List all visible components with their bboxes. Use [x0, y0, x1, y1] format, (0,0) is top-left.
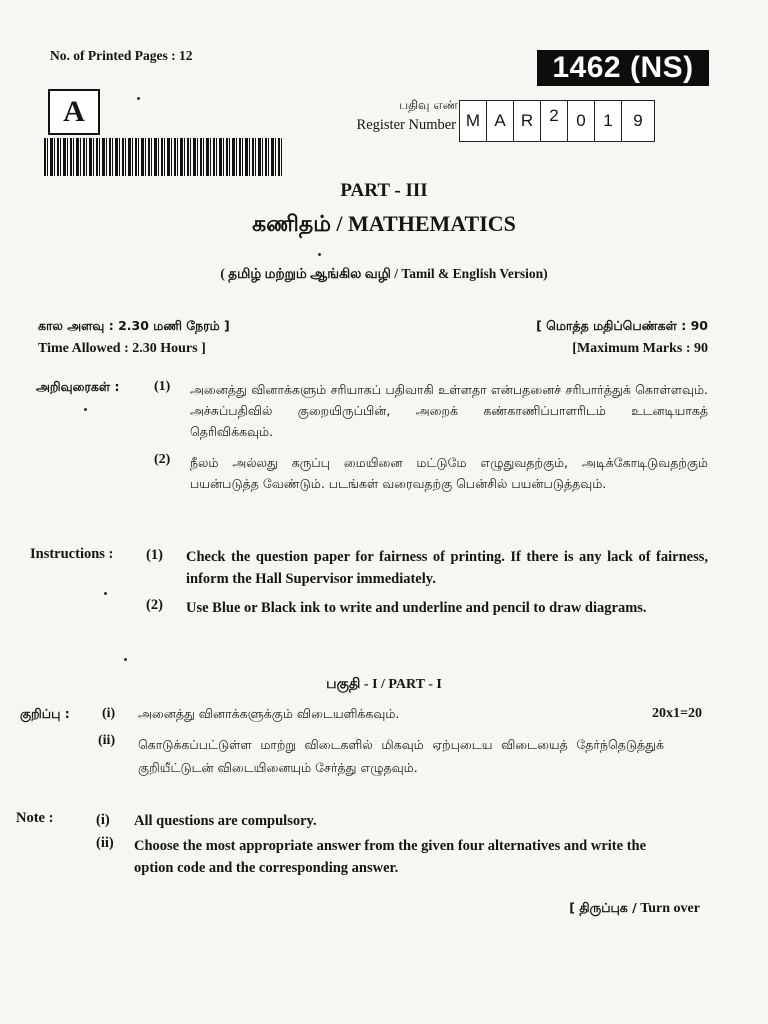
- instruction-number: (2): [154, 452, 171, 467]
- instruction-text-tamil: அனைத்து வினாக்களும் சரியாகப் பதிவாகி உள்ளதா என்பதனைச் சரிபார்த்துக் கொள்ளவும். அச்சுப்பதிவில் குறையிருப்பின், அறைக் கண்காணிப்பாளரிடம் உடனடியாகத் தெரிவிக்கவும்.: [190, 382, 708, 439]
- print-speck: [104, 592, 107, 595]
- note-text-tamil: கொடுக்கப்பட்டுள்ள மாற்று விடைகளில் மிகவும் ஏற்புடைய விடையைத் தேர்ந்தெடுத்துக் குறியீட்டுடன் விடையினையும் சேர்த்து எழுதவும்.: [138, 737, 664, 775]
- series-letter: A: [48, 89, 100, 135]
- instructions-label-english: Instructions :: [30, 546, 114, 562]
- instruction-text-english: Check the question paper for fairness of printing. If there is any lack of fairness, inform the Hall Supervisor immediately.: [186, 549, 708, 587]
- note-label-english: Note :: [16, 810, 54, 826]
- instruction-text-tamil: நீலம் அல்லது கருப்பு மையினை மட்டுமே எழுதுவதற்கும், அடிக்கோடிடுவதற்கும் பயன்படுத்த வேண்டும். படங்கள் வரைவதற்கு பென்சில் பயன்படுத்தவும்.: [190, 455, 708, 491]
- register-label-tamil: பதிவு எண்: [399, 98, 458, 112]
- register-digit: 9: [622, 101, 654, 141]
- note-number: (ii): [98, 733, 116, 748]
- register-label-english: Register Number: [356, 117, 456, 133]
- instruction-number: (1): [154, 379, 171, 394]
- language-version: ( தமிழ் மற்றும் ஆங்கில வழி / Tamil & English Version): [220, 266, 548, 281]
- print-speck: [84, 408, 87, 411]
- register-digit: R: [514, 101, 541, 141]
- register-digit: 2: [541, 101, 568, 141]
- note-number: (ii): [96, 835, 114, 851]
- print-speck: [137, 97, 140, 100]
- subject-title: கணிதம் / MATHEMATICS: [252, 211, 516, 236]
- instruction-text-english: Use Blue or Black ink to write and underline and pencil to draw diagrams.: [186, 600, 647, 616]
- time-allowed-english: Time Allowed : 2.30 Hours ]: [38, 341, 206, 356]
- time-allowed-tamil: கால அளவு : 2.30 மணி நேரம் ]: [38, 318, 230, 333]
- instruction-number: (2): [146, 597, 163, 613]
- barcode-image: [44, 138, 282, 176]
- turn-over-english: Turn over: [640, 901, 700, 916]
- turn-over-tamil: [ திருப்புக /: [569, 900, 637, 915]
- instructions-label-tamil: அறிவுரைகள் :: [36, 379, 120, 394]
- print-speck: [124, 658, 127, 661]
- register-number-boxes: [459, 100, 655, 142]
- section-title: பகுதி - I / PART - I: [326, 677, 442, 692]
- printed-pages-count: No. of Printed Pages : 12: [50, 48, 193, 63]
- paper-code: 1462 (NS): [537, 50, 709, 86]
- note-number: (i): [96, 812, 110, 828]
- note-text-tamil: அனைத்து வினாக்களுக்கும் விடையளிக்கவும்.: [138, 706, 400, 721]
- register-digit: M: [460, 101, 487, 141]
- maximum-marks-tamil: [ மொத்த மதிப்பெண்கள் : 90: [536, 318, 708, 333]
- note-label-tamil: குறிப்பு :: [20, 706, 70, 721]
- print-speck: [318, 253, 321, 256]
- part-title: PART - III: [340, 180, 428, 201]
- register-digit: A: [487, 101, 514, 141]
- marks-scheme: 20x1=20: [652, 706, 702, 721]
- note-text-english: Choose the most appropriate answer from the given four alternatives and write the option code and the corresponding answer.: [134, 838, 647, 876]
- maximum-marks-english: [Maximum Marks : 90: [572, 341, 708, 356]
- instruction-number: (1): [146, 547, 163, 563]
- register-digit: 0: [568, 101, 595, 141]
- register-digit: 1: [595, 101, 622, 141]
- turn-over-label: [520, 900, 700, 917]
- note-text-english: All questions are compulsory.: [134, 813, 317, 829]
- note-number: (i): [102, 706, 116, 721]
